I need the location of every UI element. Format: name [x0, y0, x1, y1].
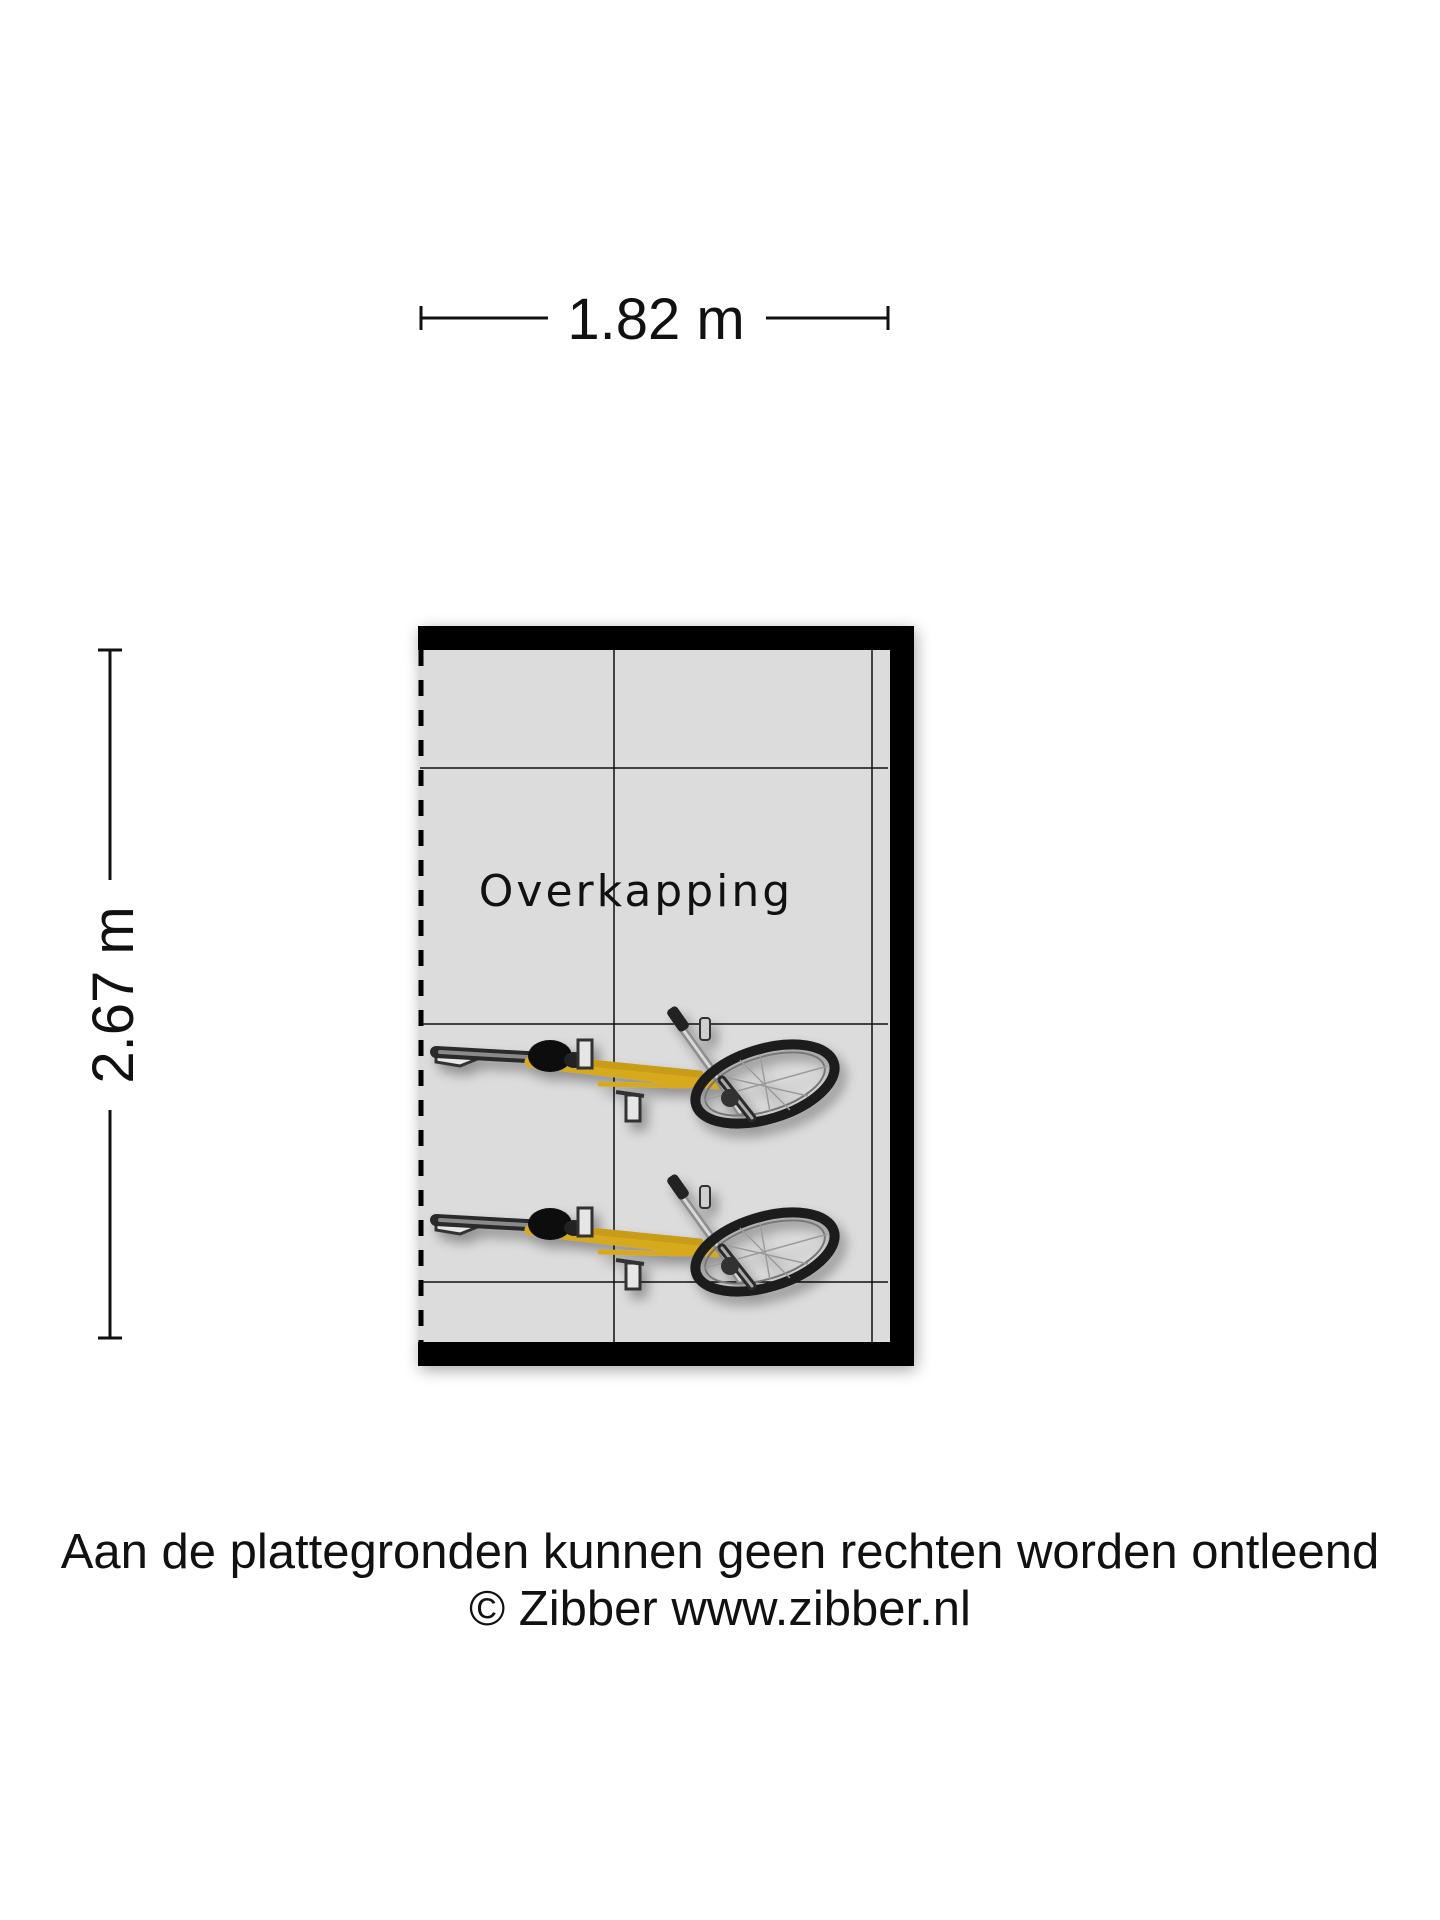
wall-right [890, 626, 914, 1366]
copyright-text: © Zibber www.zibber.nl [469, 1582, 971, 1636]
width-label: 1.82 m [567, 287, 745, 352]
height-dimension [81, 650, 146, 1338]
wall-bottom [418, 1342, 914, 1366]
wall-top [418, 626, 914, 650]
room-label: Overkapping [478, 866, 794, 917]
disclaimer-text: Aan de plattegronden kunnen geen rechten worden ontleend [60, 1525, 1380, 1579]
height-label: 2.67 m [81, 906, 146, 1084]
width-dimension [421, 287, 888, 352]
